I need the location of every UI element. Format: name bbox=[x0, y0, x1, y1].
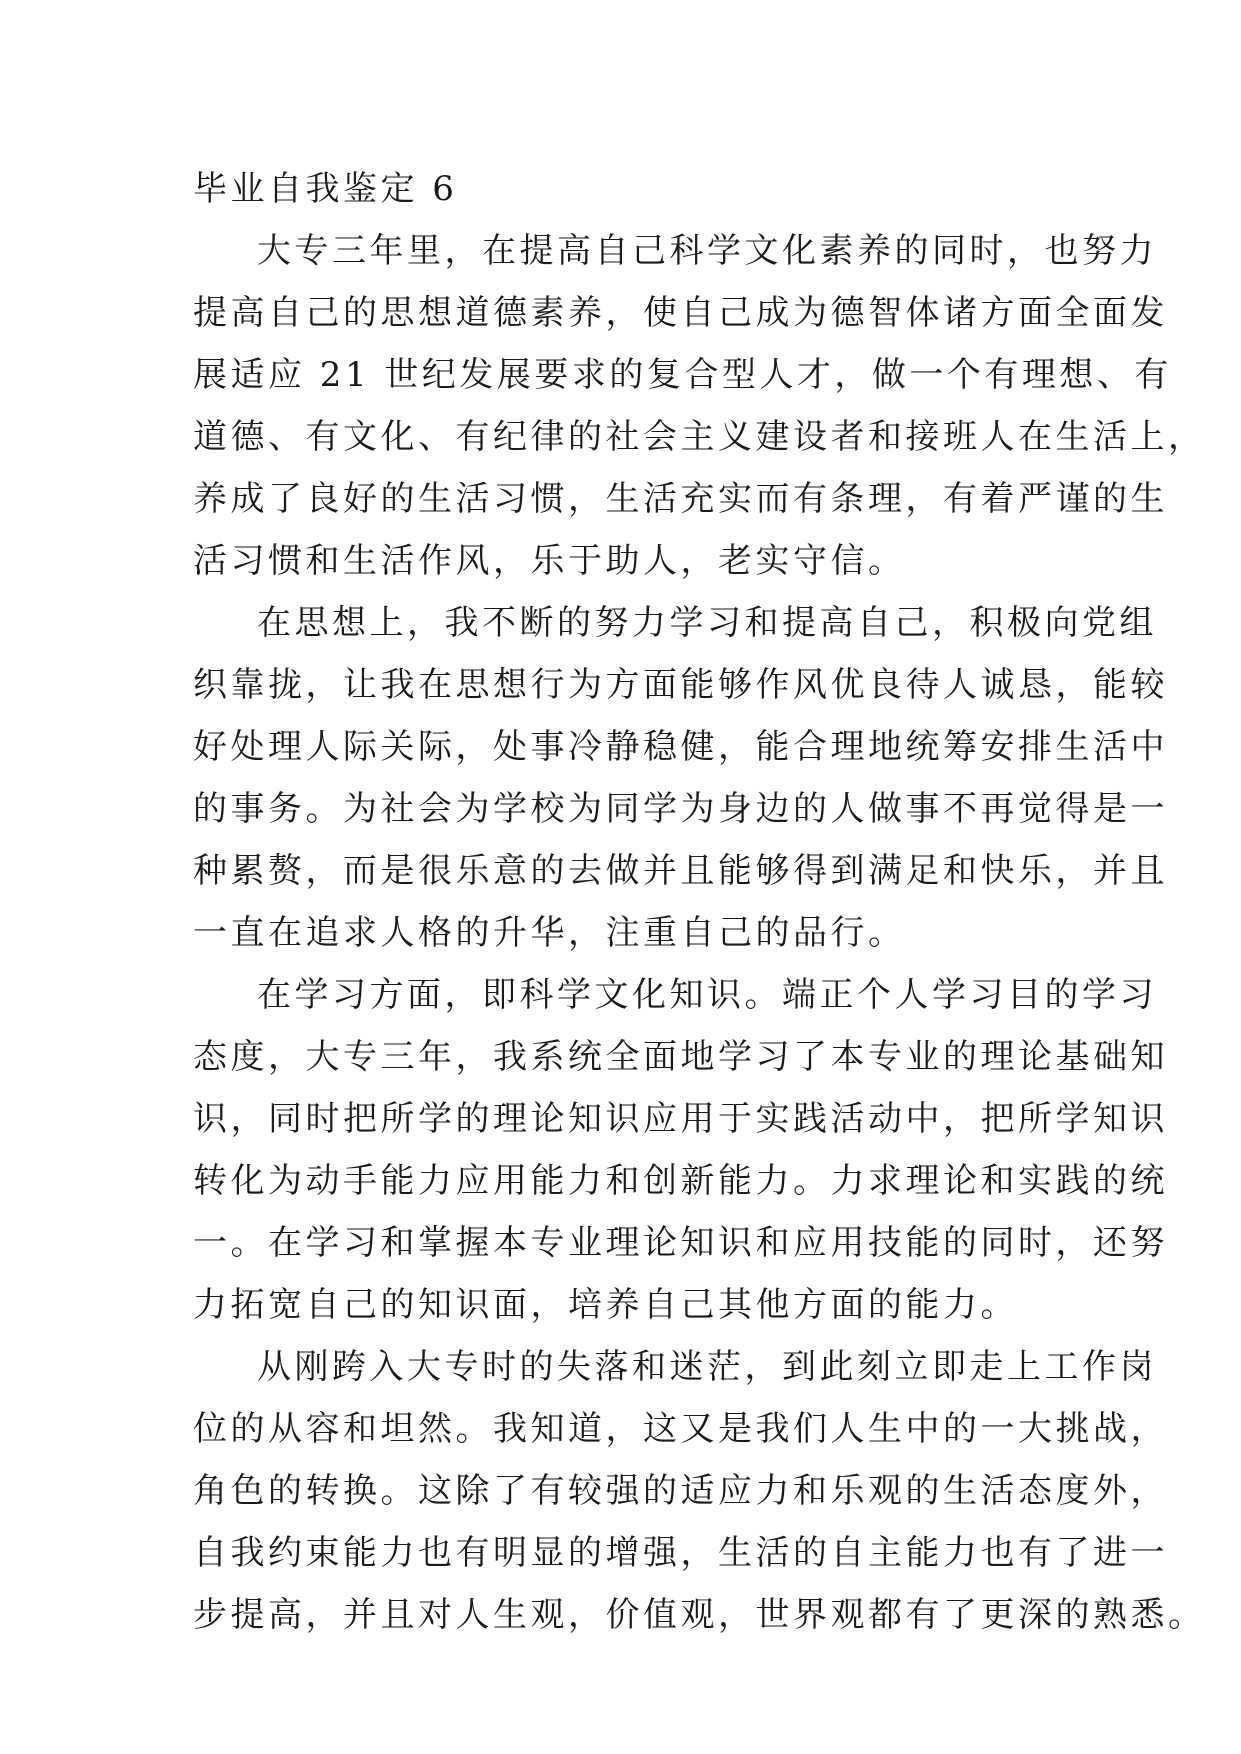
paragraph-line: 提高自己的思想道德素养，使自己成为德智体诸方面全面发 bbox=[193, 293, 1168, 333]
paragraph-line: 转化为动手能力应用能力和创新能力。力求理论和实践的统 bbox=[193, 1161, 1168, 1201]
paragraph-line: 在思想上，我不断的努力学习和提高自己，积极向党组 bbox=[257, 603, 1157, 643]
paragraph-3 bbox=[193, 964, 1168, 1336]
paragraph-line: 态度，大专三年，我系统全面地学习了本专业的理论基础知 bbox=[193, 1037, 1168, 1077]
paragraph-line: 道德、有文化、有纪律的社会主义建设者和接班人在生活上， bbox=[193, 417, 1206, 457]
paragraph-line: 展适应 21 世纪发展要求的复合型人才，做一个有理想、有 bbox=[193, 355, 1172, 395]
paragraph-2 bbox=[193, 592, 1168, 964]
paragraph-line: 织靠拢，让我在思想行为方面能够作风优良待人诚恳，能较 bbox=[193, 665, 1168, 705]
paragraph-line: 角色的转换。这除了有较强的适应力和乐观的生活态度外， bbox=[193, 1471, 1168, 1511]
paragraph-4 bbox=[193, 1336, 1206, 1646]
paragraph-line: 步提高，并且对人生观，价值观，世界观都有了更深的熟悉。 bbox=[193, 1595, 1206, 1635]
paragraph-line: 力拓宽自己的知识面，培养自己其他方面的能力。 bbox=[193, 1285, 1018, 1325]
paragraph-line: 一。在学习和掌握本专业理论知识和应用技能的同时，还努 bbox=[193, 1223, 1168, 1263]
paragraph-1 bbox=[193, 220, 1206, 592]
paragraph-line: 自我约束能力也有明显的增强，生活的自主能力也有了进一 bbox=[193, 1533, 1168, 1573]
paragraph-line: 活习惯和生活作风，乐于助人，老实守信。 bbox=[193, 541, 906, 581]
paragraph-line: 一直在追求人格的升华，注重自己的品行。 bbox=[193, 913, 906, 953]
paragraph-line: 养成了良好的生活习惯，生活充实而有条理，有着严谨的生 bbox=[193, 479, 1168, 519]
paragraph-line: 从刚跨入大专时的失落和迷茫，到此刻立即走上工作岗 bbox=[257, 1347, 1157, 1387]
document-body bbox=[193, 158, 1206, 1646]
document-title: 毕业自我鉴定 6 bbox=[193, 169, 458, 209]
paragraph-line: 种累赘，而是很乐意的去做并且能够得到满足和快乐，并且 bbox=[193, 851, 1168, 891]
paragraph-line: 大专三年里，在提高自己科学文化素养的同时，也努力 bbox=[257, 231, 1157, 271]
paragraph-line: 好处理人际关际，处事冷静稳健，能合理地统筹安排生活中 bbox=[193, 727, 1168, 767]
paragraph-line: 位的从容和坦然。我知道，这又是我们人生中的一大挑战， bbox=[193, 1409, 1168, 1449]
paragraph-line: 识，同时把所学的理论知识应用于实践活动中，把所学知识 bbox=[193, 1099, 1168, 1139]
paragraph-line: 在学习方面，即科学文化知识。端正个人学习目的学习 bbox=[257, 975, 1157, 1015]
paragraph-line: 的事务。为社会为学校为同学为身边的人做事不再觉得是一 bbox=[193, 789, 1168, 829]
